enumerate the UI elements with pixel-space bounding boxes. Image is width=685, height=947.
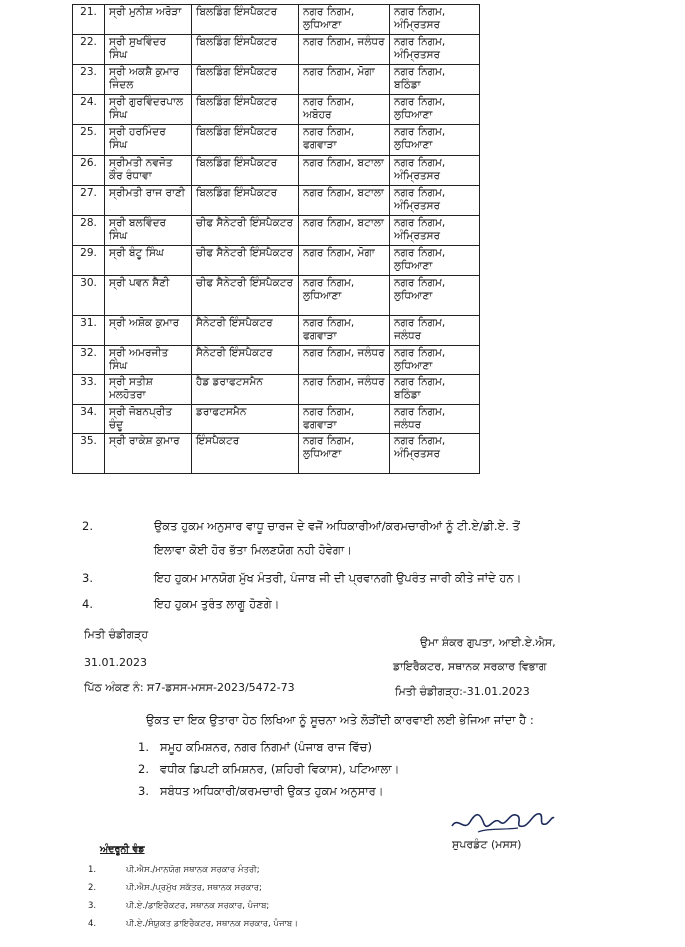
post-cell: ਡਰਾਫਟਸਮੈਨ xyxy=(192,405,299,434)
new-posting-cell: ਨਗਰ ਨਿਗਮ, ਅੰਮ੍ਰਿਤਸਰ xyxy=(390,186,480,216)
copy-to-list xyxy=(138,736,399,802)
post-cell: ਚੀਫ ਸੈਨੇਟਰੀ ਇੰਸਪੈਕਟਰ xyxy=(192,216,299,246)
post-cell: ਬਿਲਡਿੰਗ ਇੰਸਪੈਕਟਰ xyxy=(192,5,299,35)
copy-to-item: 3. ਸਬੰਧਤ ਅਧਿਕਾਰੀ/ਕਰਮਚਾਰੀ ਉਕਤ ਹੁਕਮ ਅਨੁਸਾਰ। xyxy=(138,784,384,798)
copy-to-intro: ਉਕਤ ਦਾ ਇਕ ਉਤਾਰਾ ਹੇਠ ਲਿਖਿਆ ਨੂੰ ਸੂਚਨਾ ਅਤੇ ਲੋੜੀਂਦੀ ਕਾਰਵਾਈ ਲਈ ਭੇਜਿਆ ਜਾਂਦਾ ਹੈ : xyxy=(146,713,534,727)
employee-name-cell: ਸ੍ਰੀ ਪਵਨ ਸੈਣੀ xyxy=(105,276,192,316)
paragraph-3 xyxy=(82,570,662,588)
paragraph-number: 3. xyxy=(82,571,93,585)
table-row xyxy=(73,156,480,186)
table-row xyxy=(73,35,480,65)
current-posting-cell: ਨਗਰ ਨਿਗਮ, ਜਲੰਧਰ xyxy=(299,35,390,65)
paragraph-2 xyxy=(82,518,662,558)
current-posting-cell: ਨਗਰ ਨਿਗਮ, ਬਟਾਲਾ xyxy=(299,156,390,186)
employee-name-cell: ਸ੍ਰੀ ਸੁਖਵਿੰਦਰ ਸਿੰਘ xyxy=(105,35,192,65)
row-number-cell: 33. xyxy=(73,375,105,405)
row-number-cell: 35. xyxy=(73,434,105,474)
signatory-title: ਡਾਇਰੈਕਟਰ, ਸਥਾਨਕ ਸਰਕਾਰ ਵਿਭਾਗ xyxy=(393,660,547,673)
paragraph-number: 2. xyxy=(82,519,93,533)
table-row xyxy=(73,95,480,125)
employee-name-cell: ਸ੍ਰੀ ਅਕਸ਼ੈ ਕੁਮਾਰ ਜਿੰਦਲ xyxy=(105,65,192,95)
table-row xyxy=(73,276,480,316)
row-number-cell: 21. xyxy=(73,5,105,35)
new-posting-cell: ਨਗਰ ਨਿਗਮ, ਅੰਮ੍ਰਿਤਸਰ xyxy=(390,156,480,186)
employee-name-cell: ਸ੍ਰੀ ਬੰਟੂ ਸਿੰਘ xyxy=(105,246,192,276)
employee-name-cell: ਸ੍ਰੀ ਸਤੀਸ਼ ਮਲਹੋਤਰਾ xyxy=(105,375,192,405)
new-posting-cell: ਨਗਰ ਨਿਗਮ, ਲੁਧਿਆਣਾ xyxy=(390,246,480,276)
row-number-cell: 22. xyxy=(73,35,105,65)
issue-date: 31.01.2023 xyxy=(84,656,147,669)
signatory-date: ਮਿਤੀ ਚੰਡੀਗੜ੍ਹ:-31.01.2023 xyxy=(395,685,530,698)
row-number-cell: 31. xyxy=(73,316,105,346)
row-number-cell: 27. xyxy=(73,186,105,216)
internal-heading: ਅੰਦਰੂਨੀ ਵੰਡ xyxy=(100,844,145,855)
employee-name-cell: ਸ੍ਰੀ ਮੁਨੀਸ਼ ਅਰੋੜਾ xyxy=(105,5,192,35)
paragraph-line: ਉਕਤ ਹੁਕਮ ਅਨੁਸਾਰ ਵਾਧੂ ਚਾਰਜ ਦੇ ਵਜੋਂ ਅਧਿਕਾਰੀਆਂ/ਕਰਮਚਾਰੀਆਂ ਨੂੰ ਟੀ.ਏ/ਡੀ.ਏ. ਤੋਂ xyxy=(154,519,520,533)
employee-name-cell: ਸ੍ਰੀ ਹਰਮਿੰਦਰ ਸਿੰਘ xyxy=(105,125,192,156)
employee-name-cell: ਸ੍ਰੀ ਬਲਵਿੰਦਰ ਸਿੰਘ xyxy=(105,216,192,246)
current-posting-cell: ਨਗਰ ਨਿਗਮ, ਲੁਧਿਆਣਾ xyxy=(299,276,390,316)
table-row xyxy=(73,346,480,375)
internal-item: 2. ਪੀ.ਐਸ./ਪ੍ਰਮੁੱਖ ਸਕੱਤਰ, ਸਥਾਨਕ ਸਰਕਾਰ; xyxy=(88,883,262,893)
paragraph-number: 4. xyxy=(82,597,93,611)
post-cell: ਬਿਲਡਿੰਗ ਇੰਸਪੈਕਟਰ xyxy=(192,186,299,216)
row-number-cell: 29. xyxy=(73,246,105,276)
new-posting-cell: ਨਗਰ ਨਿਗਮ, ਅੰਮ੍ਰਿਤਸਰ xyxy=(390,5,480,35)
table-row xyxy=(73,405,480,434)
post-cell: ਬਿਲਡਿੰਗ ਇੰਸਪੈਕਟਰ xyxy=(192,35,299,65)
table-row xyxy=(73,65,480,95)
post-cell: ਸੈਨੇਟਰੀ ਇੰਸਪੈਕਟਰ xyxy=(192,346,299,375)
current-posting-cell: ਨਗਰ ਨਿਗਮ, ਬਟਾਲਾ xyxy=(299,216,390,246)
employee-name-cell: ਸ੍ਰੀ ਅਸ਼ੋਕ ਕੁਮਾਰ xyxy=(105,316,192,346)
new-posting-cell: ਨਗਰ ਨਿਗਮ, ਅੰਮ੍ਰਿਤਸਰ xyxy=(390,216,480,246)
new-posting-cell: ਨਗਰ ਨਿਗਮ, ਜਲੰਧਰ xyxy=(390,316,480,346)
row-number-cell: 23. xyxy=(73,65,105,95)
new-posting-cell: ਨਗਰ ਨਿਗਮ, ਬਠਿੰਡਾ xyxy=(390,375,480,405)
post-cell: ਸੈਨੇਟਰੀ ਇੰਸਪੈਕਟਰ xyxy=(192,316,299,346)
paragraph-4 xyxy=(82,596,662,614)
table-row xyxy=(73,434,480,474)
internal-item: 1. ਪੀ.ਐਸ./ਮਾਨਯੋਗ ਸਥਾਨਕ ਸਰਕਾਰ ਮੰਤਰੀ; xyxy=(88,865,260,875)
post-cell: ਬਿਲਡਿੰਗ ਇੰਸਪੈਕਟਰ xyxy=(192,65,299,95)
current-posting-cell: ਨਗਰ ਨਿਗਮ, ਮੋਗਾ xyxy=(299,246,390,276)
new-posting-cell: ਨਗਰ ਨਿਗਮ, ਅੰਮ੍ਰਿਤਸਰ xyxy=(390,35,480,65)
new-posting-cell: ਨਗਰ ਨਿਗਮ, ਜਲੰਧਰ xyxy=(390,405,480,434)
transfer-table-body xyxy=(73,5,480,474)
endorsement-number: ਪਿੱਠ ਅੰਕਣ ਨੰ: ਸ7-ਡਸਸ-ਮਸਸ-2023/5472-73 xyxy=(84,681,295,694)
copy-to-item: 2. ਵਧੀਕ ਡਿਪਟੀ ਕਮਿਸ਼ਨਰ, (ਸ਼ਹਿਰੀ ਵਿਕਾਸ), ਪਟਿਆਲਾ। xyxy=(138,762,400,776)
paragraph-line: ਇਲਾਵਾ ਕੋਈ ਹੋਰ ਭੱਤਾ ਮਿਲਣਯੋਗ ਨਹੀ ਹੋਵੇਗਾ। xyxy=(154,543,352,557)
table-row xyxy=(73,186,480,216)
paragraph-text: ਇਹ ਹੁਕਮ ਮਾਨਯੋਗ ਮੁੱਖ ਮੰਤਰੀ, ਪੰਜਾਬ ਜੀ ਦੀ ਪ੍ਰਵਾਨਗੀ ਉਪਰੰਤ ਜਾਰੀ ਕੀਤੇ ਜਾਂਦੇ ਹਨ। xyxy=(154,571,522,585)
issue-place: ਮਿਤੀ ਚੰਡੀਗੜ੍ਹ xyxy=(84,628,149,641)
row-number-cell: 34. xyxy=(73,405,105,434)
post-cell: ਚੀਫ ਸੈਨੇਟਰੀ ਇੰਸਪੈਕਟਰ xyxy=(192,246,299,276)
current-posting-cell: ਨਗਰ ਨਿਗਮ, ਬਟਾਲਾ xyxy=(299,186,390,216)
current-posting-cell: ਨਗਰ ਨਿਗਮ, ਲੁਧਿਆਣਾ xyxy=(299,434,390,474)
current-posting-cell: ਨਗਰ ਨਿਗਮ, ਲੁਧਿਆਣਾ xyxy=(299,5,390,35)
signatory-name: ਉਮਾ ਸ਼ੰਕਰ ਗੁਪਤਾ, ਆਈ.ਏ.ਐਸ, xyxy=(420,636,556,649)
current-posting-cell: ਨਗਰ ਨਿਗਮ, ਫਗਵਾੜਾ xyxy=(299,316,390,346)
new-posting-cell: ਨਗਰ ਨਿਗਮ, ਲੁਧਿਆਣਾ xyxy=(390,276,480,316)
internal-list xyxy=(88,864,298,936)
current-posting-cell: ਨਗਰ ਨਿਗਮ, ਜਲੰਧਰ xyxy=(299,346,390,375)
new-posting-cell: ਨਗਰ ਨਿਗਮ, ਬਠਿੰਡਾ xyxy=(390,65,480,95)
new-posting-cell: ਨਗਰ ਨਿਗਮ, ਅੰਮ੍ਰਿਤਸਰ xyxy=(390,434,480,474)
row-number-cell: 32. xyxy=(73,346,105,375)
new-posting-cell: ਨਗਰ ਨਿਗਮ, ਲੁਧਿਆਣਾ xyxy=(390,125,480,156)
current-posting-cell: ਨਗਰ ਨਿਗਮ, ਮੋਗਾ xyxy=(299,65,390,95)
post-cell: ਹੈਡ ਡਰਾਫਟਸਮੈਨ xyxy=(192,375,299,405)
employee-name-cell: ਸ੍ਰੀਮਤੀ ਰਾਜ ਰਾਣੀ xyxy=(105,186,192,216)
post-cell: ਚੀਫ ਸੈਨੇਟਰੀ ਇੰਸਪੈਕਟਰ xyxy=(192,276,299,316)
post-cell: ਬਿਲਡਿੰਗ ਇੰਸਪੈਕਟਰ xyxy=(192,156,299,186)
row-number-cell: 30. xyxy=(73,276,105,316)
signature-scribble xyxy=(448,802,558,838)
current-posting-cell: ਨਗਰ ਨਿਗਮ, ਅਬੋਹਰ xyxy=(299,95,390,125)
employee-name-cell: ਸ੍ਰੀ ਰਾਕੇਸ਼ ਕੁਮਾਰ xyxy=(105,434,192,474)
employee-name-cell: ਸ੍ਰੀ ਗੁਰਵਿੰਦਰਪਾਲ ਸਿੰਘ xyxy=(105,95,192,125)
employee-name-cell: ਸ੍ਰੀ ਜੋਬਨਪ੍ਰੀਤ ਚੰਦੂ xyxy=(105,405,192,434)
new-posting-cell: ਨਗਰ ਨਿਗਮ, ਲੁਧਿਆਣਾ xyxy=(390,95,480,125)
row-number-cell: 24. xyxy=(73,95,105,125)
row-number-cell: 26. xyxy=(73,156,105,186)
current-posting-cell: ਨਗਰ ਨਿਗਮ, ਜਲੰਧਰ xyxy=(299,375,390,405)
internal-item: 3. ਪੀ.ਏ./ਡਾਇਰੈਕਟਰ, ਸਥਾਨਕ ਸਰਕਾਰ, ਪੰਜਾਬ; xyxy=(88,901,270,911)
table-row xyxy=(73,125,480,156)
paragraph-text xyxy=(154,518,654,558)
superintendent-title: ਸੁਪਰਡੰਟ (ਮਸਸ) xyxy=(452,838,522,851)
table-row xyxy=(73,246,480,276)
post-cell: ਬਿਲਡਿੰਗ ਇੰਸਪੈਕਟਰ xyxy=(192,95,299,125)
current-posting-cell: ਨਗਰ ਨਿਗਮ, ਫਗਵਾੜਾ xyxy=(299,125,390,156)
transfer-table xyxy=(72,4,480,474)
table-row xyxy=(73,216,480,246)
post-cell: ਇੰਸਪੈਕਟਰ xyxy=(192,434,299,474)
table-row xyxy=(73,375,480,405)
internal-item: 4. ਪੀ.ਏ./ਸੰਯੁਕਤ ਡਾਇਰੈਕਟਰ, ਸਥਾਨਕ ਸਰਕਾਰ, ਪੰਜਾਬ। xyxy=(88,919,298,929)
employee-name-cell: ਸ੍ਰੀ ਅਮਰਜੀਤ ਸਿੰਘ xyxy=(105,346,192,375)
table-row xyxy=(73,5,480,35)
copy-to-item: 1. ਸਮੂਹ ਕਮਿਸ਼ਨਰ, ਨਗਰ ਨਿਗਮਾਂ (ਪੰਜਾਬ ਰਾਜ ਵਿੱਚ) xyxy=(138,740,372,754)
paragraph-text: ਇਹ ਹੁਕਮ ਤੁਰੰਤ ਲਾਗੂ ਹੋਣਗੇ। xyxy=(154,597,280,611)
row-number-cell: 25. xyxy=(73,125,105,156)
post-cell: ਬਿਲਡਿੰਗ ਇੰਸਪੈਕਟਰ xyxy=(192,125,299,156)
current-posting-cell: ਨਗਰ ਨਿਗਮ, ਫਗਵਾੜਾ xyxy=(299,405,390,434)
row-number-cell: 28. xyxy=(73,216,105,246)
employee-name-cell: ਸ੍ਰੀਮਤੀ ਨਵਜੋਤ ਕੌਰ ਰੰਧਾਵਾ xyxy=(105,156,192,186)
new-posting-cell: ਨਗਰ ਨਿਗਮ, ਲੁਧਿਆਣਾ xyxy=(390,346,480,375)
table-row xyxy=(73,316,480,346)
